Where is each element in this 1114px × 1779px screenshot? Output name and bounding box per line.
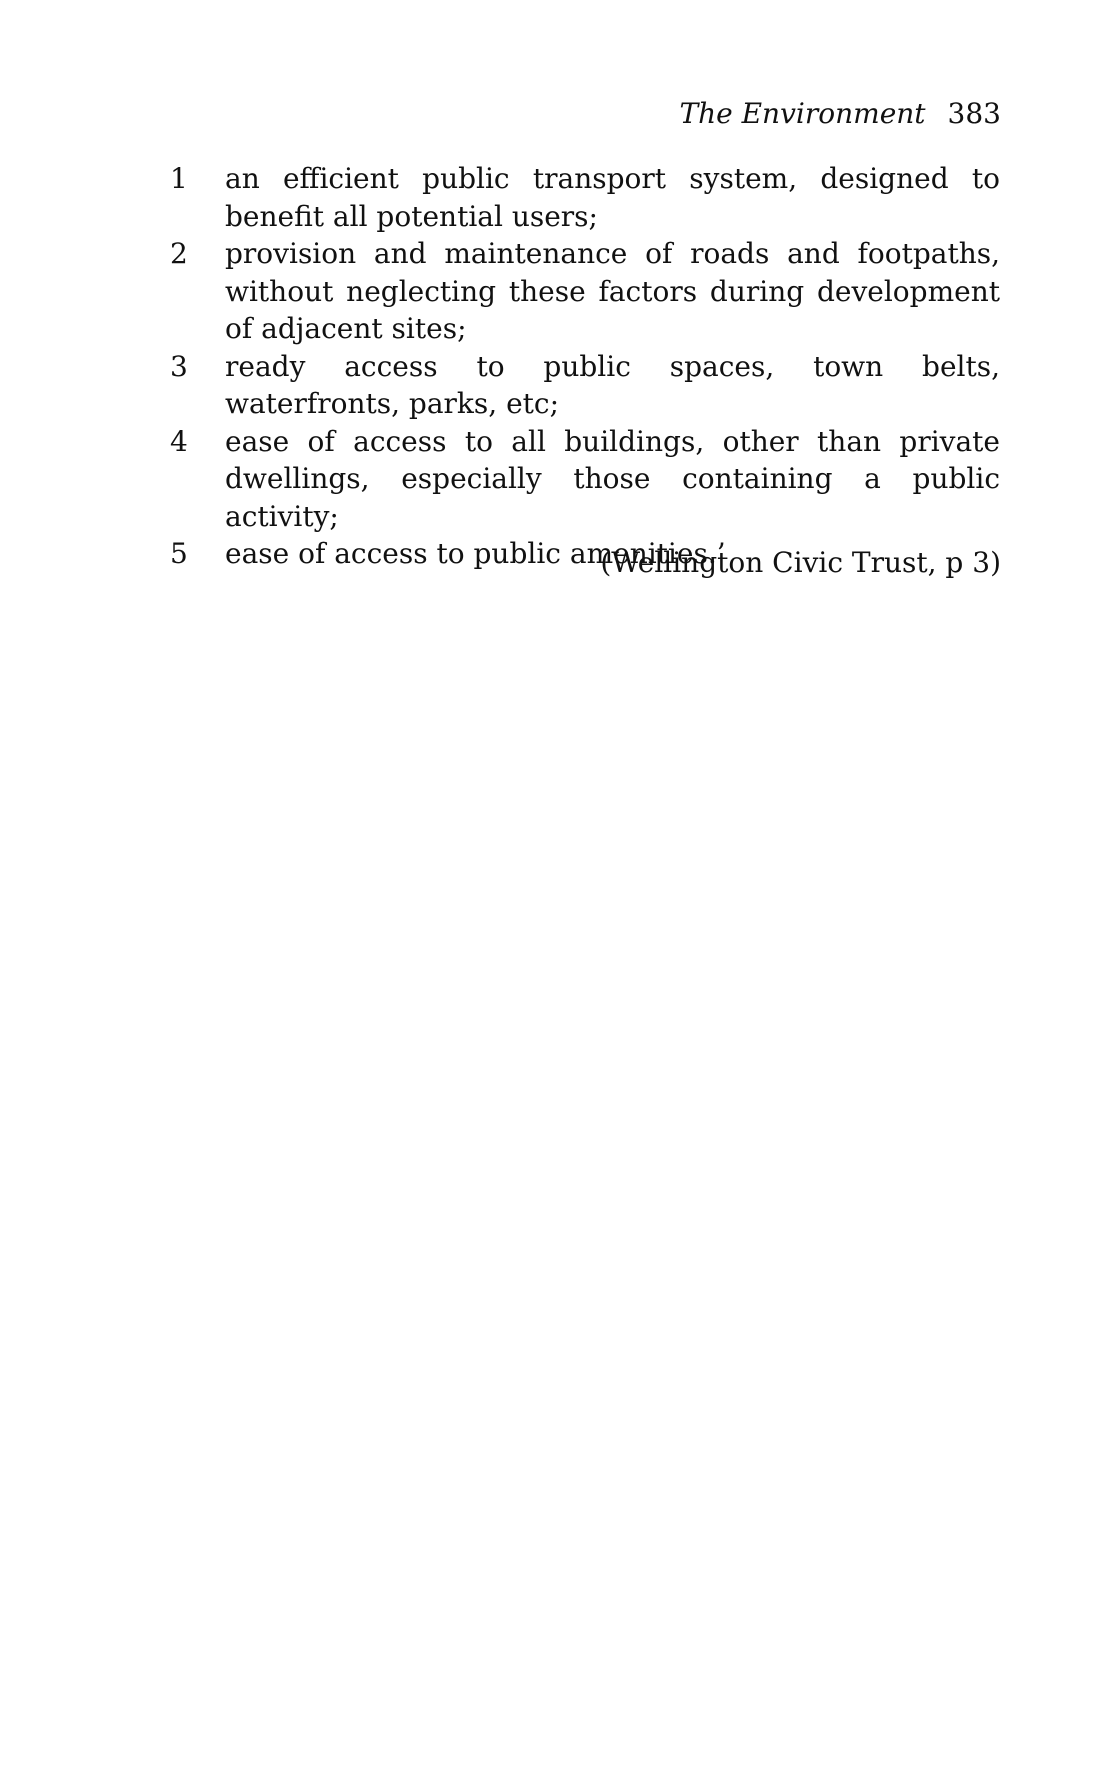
list-item-number: 3 bbox=[170, 349, 188, 383]
list-item-number: 5 bbox=[170, 537, 188, 570]
list-item bbox=[170, 160, 1000, 235]
list-item bbox=[170, 423, 1000, 536]
numbered-list bbox=[170, 160, 1000, 573]
list-item-text: provision and maintenance of roads and footpaths, without neglecting these factors during development of adjacent sites; bbox=[225, 237, 1000, 345]
list-item bbox=[170, 235, 1000, 348]
list-item-text: ready access to public spaces, town belts, waterfronts, parks, etc; bbox=[225, 349, 1000, 420]
running-head-title: The Environment bbox=[679, 97, 926, 130]
list-item-number: 1 bbox=[170, 162, 188, 195]
list-item-number: 4 bbox=[170, 424, 188, 458]
list-item bbox=[170, 348, 1000, 423]
list-item-number: 2 bbox=[170, 237, 188, 270]
running-head bbox=[679, 96, 1001, 132]
page-number: 383 bbox=[947, 97, 1001, 130]
list-item-text: ease of access to all buildings, other than private dwellings, especially those containing a public activity; bbox=[225, 424, 1000, 533]
list-item-text: an efficient public transport system, designed to benefit all potential users; bbox=[225, 162, 1000, 233]
citation: (Wellington Civic Trust, p 3) bbox=[600, 546, 1001, 579]
list-item-text: ease of access to public amenities.’ bbox=[225, 537, 726, 570]
